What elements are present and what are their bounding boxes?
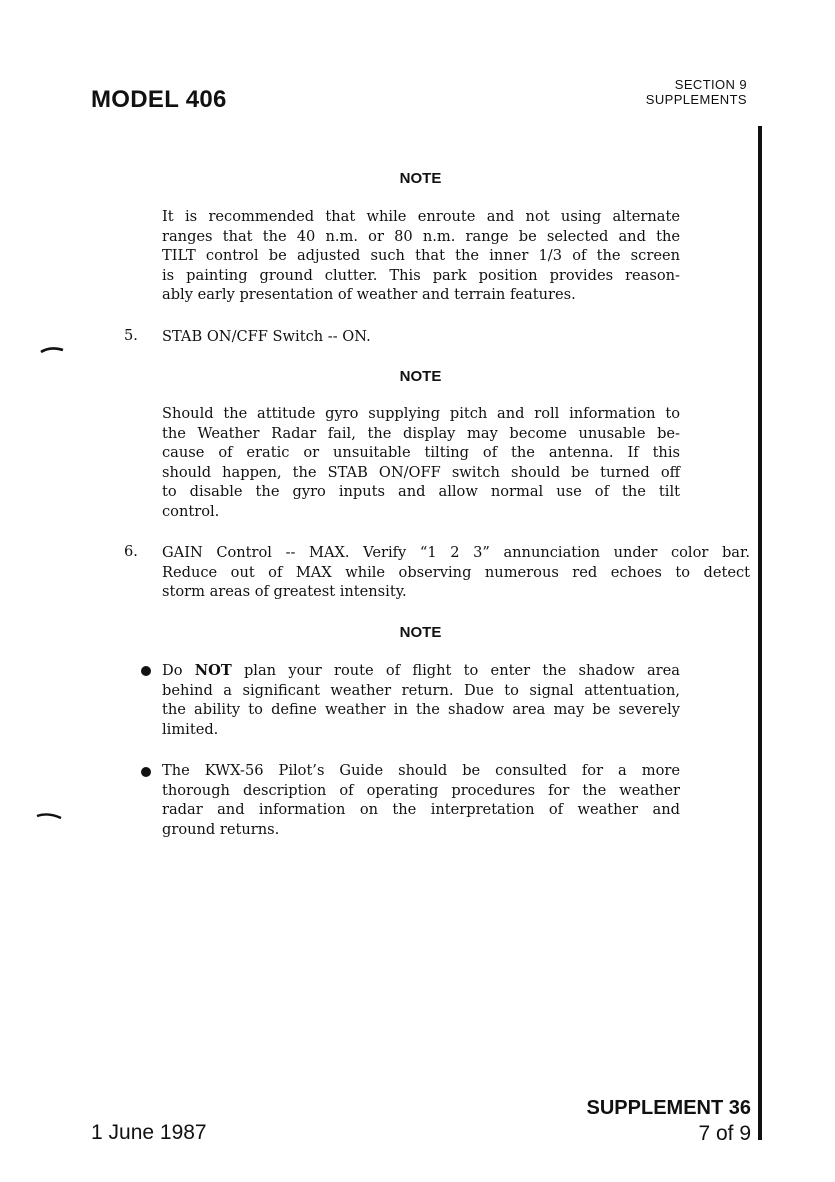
text-line: cause of eratic or unsuitable tilting of the antenna. If this (162, 444, 680, 462)
revision-mark (40, 346, 62, 350)
text-line: ranges that the 40 n.m. or 80 n.m. range be selected and the (162, 227, 680, 245)
text-line: limited. (162, 720, 219, 738)
text-line: TILT control be adjusted such that the inner 1/3 of the screen (162, 247, 680, 265)
page-number: 7 of 9 (698, 1122, 751, 1145)
text-line: behind a significant weather return. Due to signal attentuation, (162, 681, 680, 699)
section-number: SECTION 9 (674, 77, 747, 92)
note-heading: NOTE (399, 624, 442, 641)
text-fragment: Do (162, 662, 195, 679)
emphasis-text: NOT (194, 662, 232, 679)
note-heading: NOTE (399, 170, 442, 187)
text-line: the ability to define weather in the shadow area may be severely (162, 701, 680, 719)
note-paragraph (162, 404, 680, 522)
text-line: Reduce out of MAX while observing numerous red echoes to detect (162, 563, 750, 581)
text-line (162, 661, 680, 681)
text-line: Should the attitude gyro supplying pitch and roll information to (162, 405, 680, 422)
text-line: radar and information on the interpretation of weather and (162, 801, 680, 819)
text-line: is painting ground clutter. This park position provides reason- (162, 266, 680, 284)
bullet-paragraph (162, 661, 680, 739)
step-number: 6. (124, 543, 138, 560)
text-fragment: plan your route of flight to enter the shadow area (231, 662, 680, 679)
text-line: It is recommended that while enroute and not using alternate (162, 208, 680, 225)
step-text (162, 543, 750, 602)
footer-date: 1 June 1987 (91, 1121, 207, 1144)
bullet-icon (141, 767, 151, 777)
step-number: 5. (124, 327, 138, 344)
note-heading: NOTE (399, 368, 442, 385)
text-line: should happen, the STAB ON/OFF switch should be turned off (162, 463, 680, 481)
supplement-number: SUPPLEMENT 36 (586, 1097, 751, 1119)
step-text (162, 327, 562, 347)
bullet-icon (141, 666, 151, 676)
section-title: SUPPLEMENTS (645, 92, 747, 107)
revision-mark (36, 812, 58, 816)
text-line: to disable the gyro inputs and allow normal use of the tilt (162, 483, 680, 501)
text-line: storm areas of greatest intensity. (162, 583, 407, 601)
section-header (646, 77, 747, 107)
bullet-paragraph (162, 761, 680, 839)
note-paragraph (162, 207, 680, 305)
text-line: ably early presentation of weather and terrain features. (162, 286, 576, 304)
text-line: thorough description of operating procedures for the weather (162, 781, 680, 799)
text-line: The KWX-56 Pilot’s Guide should be consulted for a more (162, 762, 680, 779)
text-line: STAB ON/CFF Switch -- ON. (162, 328, 371, 345)
text-line: ground returns. (162, 820, 280, 838)
text-line: GAIN Control -- MAX. Verify “1 2 3” annunciation under color bar. (162, 544, 750, 561)
model-title: MODEL 406 (91, 86, 227, 113)
text-line: the Weather Radar fail, the display may become unusable be- (162, 424, 680, 442)
text-line: control. (162, 502, 220, 520)
